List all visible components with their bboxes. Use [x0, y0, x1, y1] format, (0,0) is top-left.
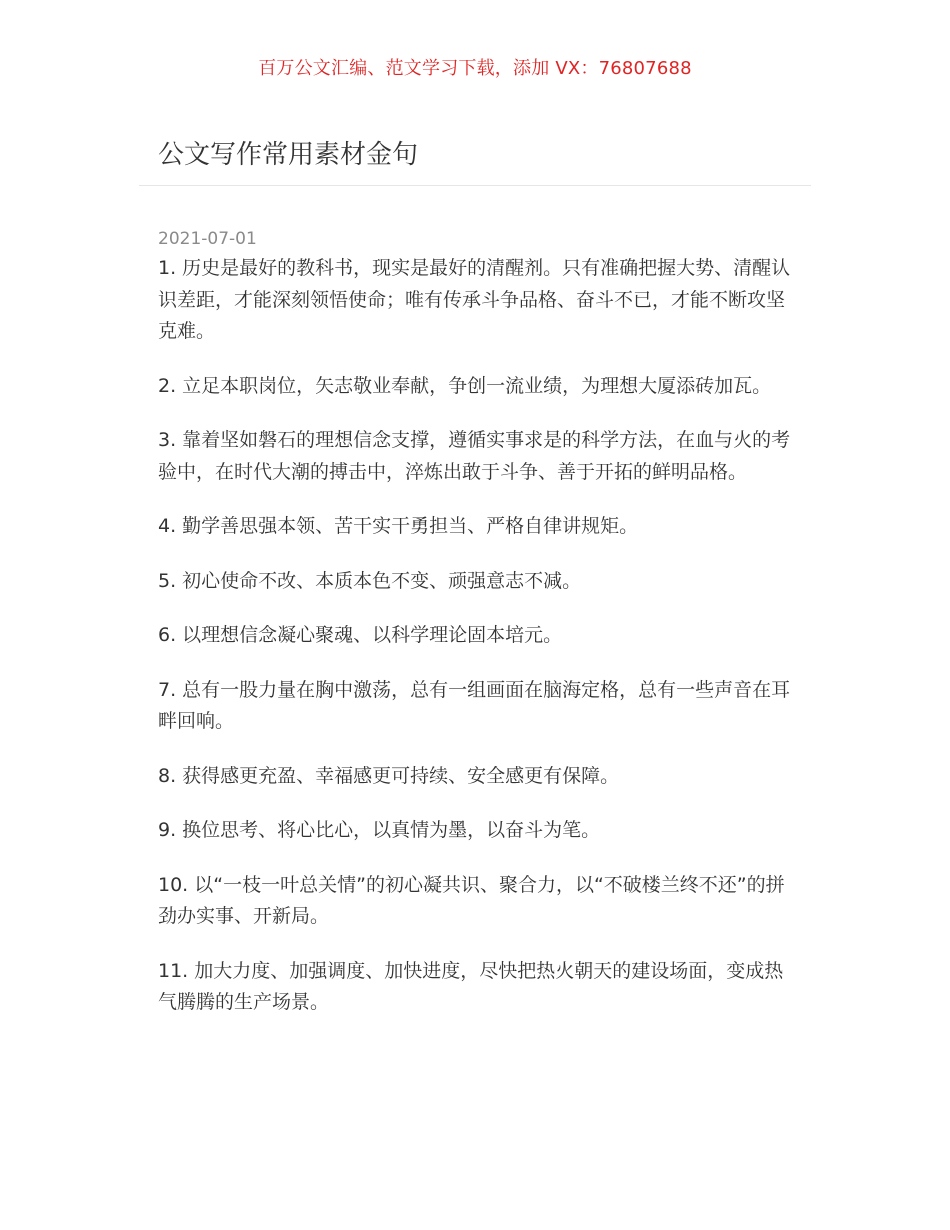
article-body: [158, 253, 794, 1042]
download-banner: 百万公文汇编、范文学习下载，添加 VX：76807688: [258, 58, 692, 79]
publish-date: 2021-07-01: [158, 229, 257, 249]
article-title: 公文写作常用素材金句: [158, 140, 419, 170]
paragraph-6: 6. 以理想信念凝心聚魂、以科学理论固本培元。: [158, 624, 563, 646]
paragraph-10: 10. 以“一枝一叶总关情”的初心凝共识、聚合力，以“不破楼兰终不还”的拼劲办实事、开新局。: [158, 873, 785, 927]
paragraph-3: 3. 靠着坚如磐石的理想信念支撑，遵循实事求是的科学方法，在血与火的考验中，在时代大潮的搏击中，淬炼出敢于斗争、善于开拓的鲜明品格。: [158, 429, 791, 483]
paragraph-4: 4. 勤学善思强本领、苦干实干勇担当、严格自律讲规矩。: [158, 515, 639, 537]
paragraph-5: 5. 初心使命不改、本质本色不变、顽强意志不减。: [158, 569, 582, 592]
paragraph-2: 2. 立足本职岗位，矢志敬业奉献，争创一流业绩，为理想大厦添砖加瓦。: [158, 374, 772, 397]
paragraph-11: 11. 加大力度、加强调度、加快进度，尽快把热火朝天的建设场面，变成热气腾腾的生产场景。: [158, 959, 784, 1013]
title-divider: [139, 185, 811, 186]
paragraph-8: 8. 获得感更充盈、幸福感更可持续、安全感更有保障。: [158, 764, 620, 787]
paragraph-1: 1. 历史是最好的教科书，现实是最好的清醒剂。只有准确把握大势、清醒认识差距，才能深刻领悟使命；唯有传承斗争品格、奋斗不已，才能不断攻坚克难。: [158, 257, 791, 342]
paragraph-9: 9. 换位思考、将心比心，以真情为墨，以奋斗为笔。: [158, 819, 601, 841]
paragraph-7: 7. 总有一股力量在胸中激荡，总有一组画面在脑海定格，总有一些声音在耳畔回响。: [158, 678, 791, 732]
